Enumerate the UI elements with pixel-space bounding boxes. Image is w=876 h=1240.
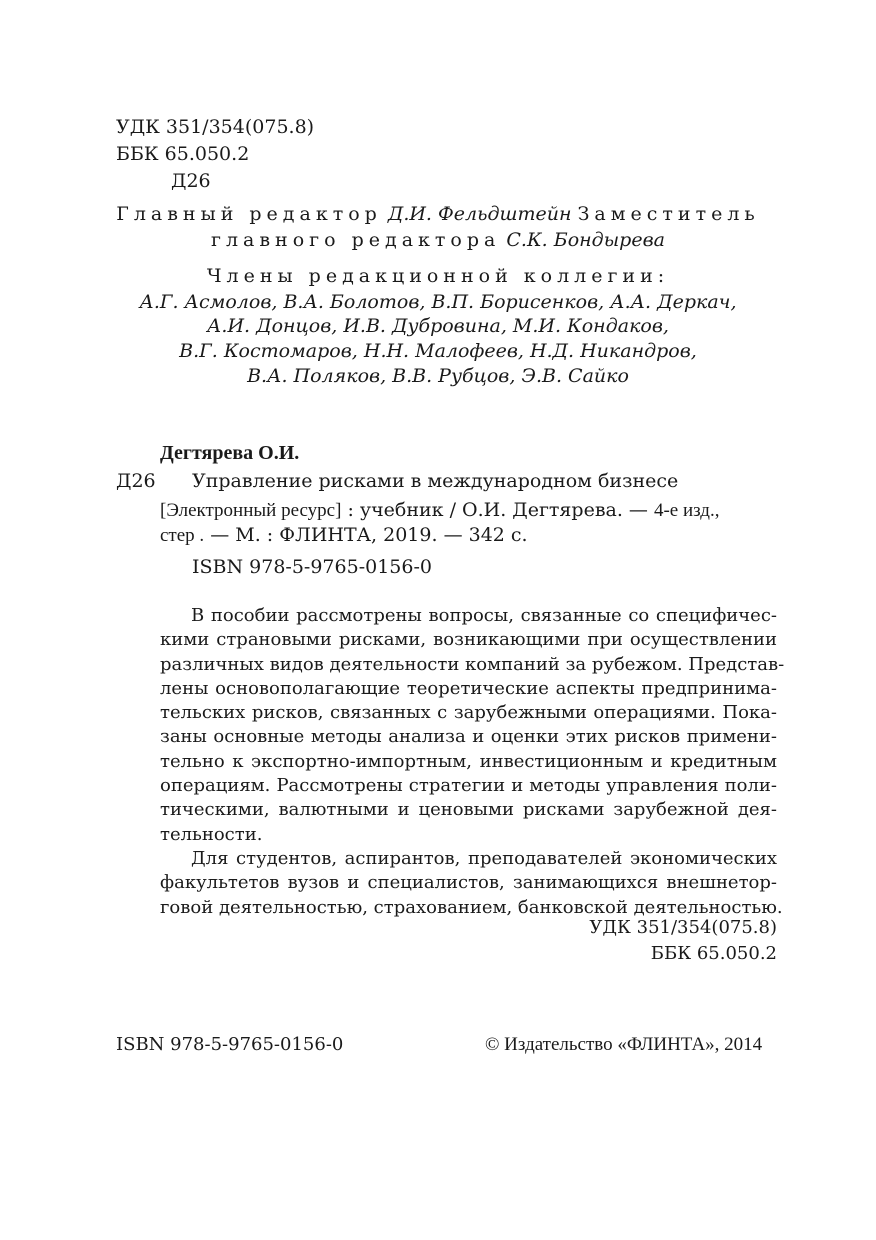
footer-isbn: ISBN 978-5-9765-0156-0 [116, 1034, 344, 1055]
annotation-line: тельно к экспортно-импортным, инвестиционным и кредитным [160, 750, 777, 772]
annotation-line: кими страновыми рисками, возникающими при осуществлении [160, 629, 777, 651]
annotation-line: заны основные методы анализа и оценки этих рисков примени- [160, 726, 777, 748]
bibliography-description: : учебник / О.И. Дегтярева. — [341, 499, 654, 521]
annotation-line: факультетов вузов и специалистов, занимающихся внешнетор- [160, 872, 777, 894]
stereotype-label: стер . [160, 525, 205, 546]
deputy-editor-name: С.К. Бондырева [506, 229, 665, 251]
bibliography-line-2 [160, 497, 719, 524]
bbk-code: ББК 65.050.2 [116, 143, 250, 165]
chief-editor-title: Главный редактор [116, 203, 382, 225]
bibliography-mark: Д26 [116, 470, 156, 492]
resource-label: [Электронный ресурс] [160, 500, 342, 521]
bibliography-isbn: ISBN 978-5-9765-0156-0 [192, 556, 432, 578]
board-members-line-3: В.Г. Костомаров, Н.Н. Малофеев, Н.Д. Никандров, [179, 340, 697, 362]
annotation-line: лены основополагающие теоретические аспекты предпринима- [160, 677, 777, 699]
board-members-line-4: В.А. Поляков, В.В. Рубцов, Э.В. Сайко [247, 365, 629, 387]
board-members-line-1: А.Г. Асмолов, В.А. Болотов, В.П. Борисенков, А.А. Деркач, [139, 291, 737, 313]
author-mark: Д26 [171, 170, 211, 192]
board-title: Члены редакционной коллегии: [206, 265, 670, 287]
annotation-udk: УДК 351/354(075.8) [589, 917, 777, 938]
annotation-line: операциям. Рассмотрены стратегии и методы управления поли- [160, 775, 777, 797]
chief-editor-line [0, 201, 876, 227]
annotation-line: тическими, валютными и ценовыми рисками зарубежной дея- [160, 799, 777, 821]
annotation-line: различных видов деятельности компаний за рубежом. Представ- [160, 653, 785, 675]
edition-label: 4-е изд., [653, 500, 720, 521]
board-members-line-2: А.И. Донцов, И.В. Дубровина, М.И. Кондаков, [207, 315, 669, 337]
book-title: Управление рисками в международном бизнесе [192, 470, 679, 492]
book-author: Дегтярева О.И. [160, 442, 300, 464]
chief-editor-name: Д.И. Фельдштейн [387, 203, 572, 225]
annotation-bbk: ББК 65.050.2 [650, 943, 777, 964]
annotation-line: говой деятельностью, страхованием, банковской деятельностью. [160, 896, 783, 918]
udk-code: УДК 351/354(075.8) [116, 116, 315, 138]
annotation-line: В пособии рассмотрены вопросы, связанные со специфичес- [191, 605, 777, 626]
copyright: © Издательство «ФЛИНТА», 2014 [485, 1034, 763, 1055]
publisher-info: — М. : ФЛИНТА, 2019. — 342 с. [204, 524, 528, 546]
deputy-editor-line [0, 227, 876, 253]
deputy-editor-title-2: главного редактора [211, 229, 501, 251]
annotation-line: Для студентов, аспирантов, преподавателей экономических [191, 847, 777, 869]
deputy-editor-title-1: Заместитель [577, 203, 760, 225]
annotation-line: тельности. [160, 823, 263, 845]
annotation [160, 604, 785, 920]
annotation-line: тельских рисков, связанных с зарубежными операциями. Пока- [160, 702, 777, 724]
bibliography-line-3 [160, 522, 528, 549]
